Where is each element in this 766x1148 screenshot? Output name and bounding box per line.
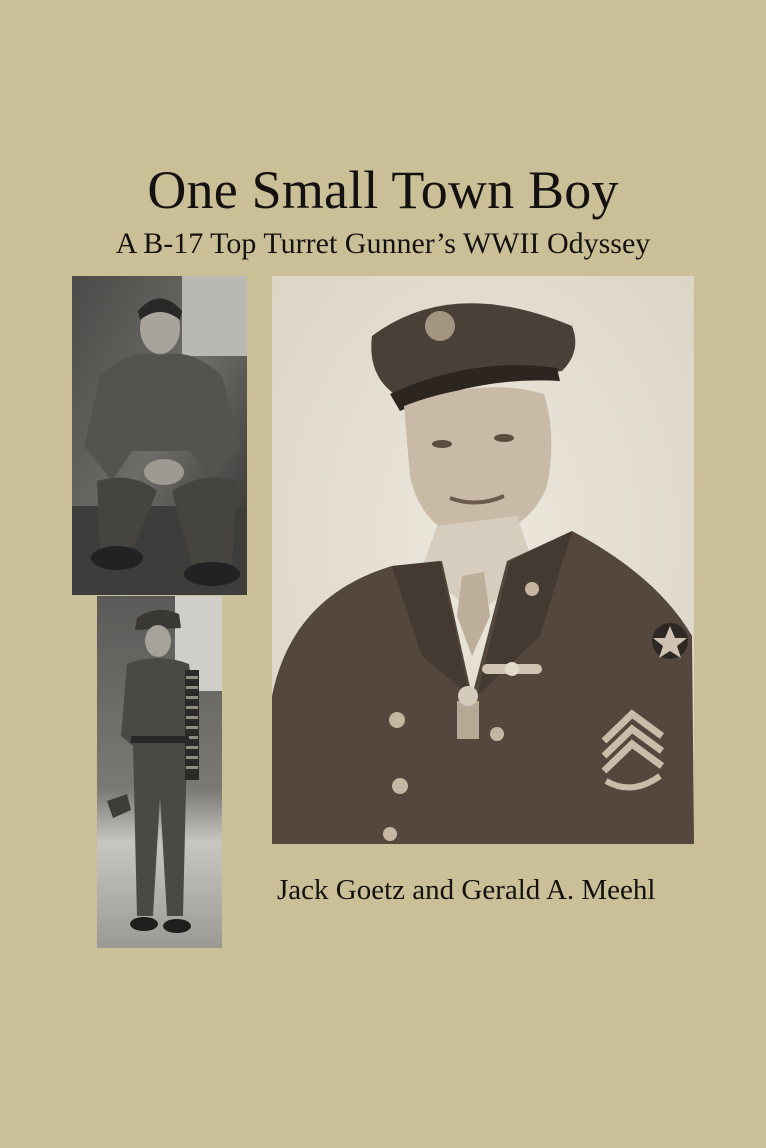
book-authors: Jack Goetz and Gerald A. Meehl: [277, 874, 656, 906]
photo-crouching-airman: [72, 276, 247, 595]
photo-uniform-portrait: [272, 276, 694, 844]
book-title: One Small Town Boy: [147, 160, 619, 220]
book-subtitle: A B-17 Top Turret Gunner’s WWII Odyssey: [115, 227, 651, 260]
photo-standing-gunner: [97, 596, 222, 948]
